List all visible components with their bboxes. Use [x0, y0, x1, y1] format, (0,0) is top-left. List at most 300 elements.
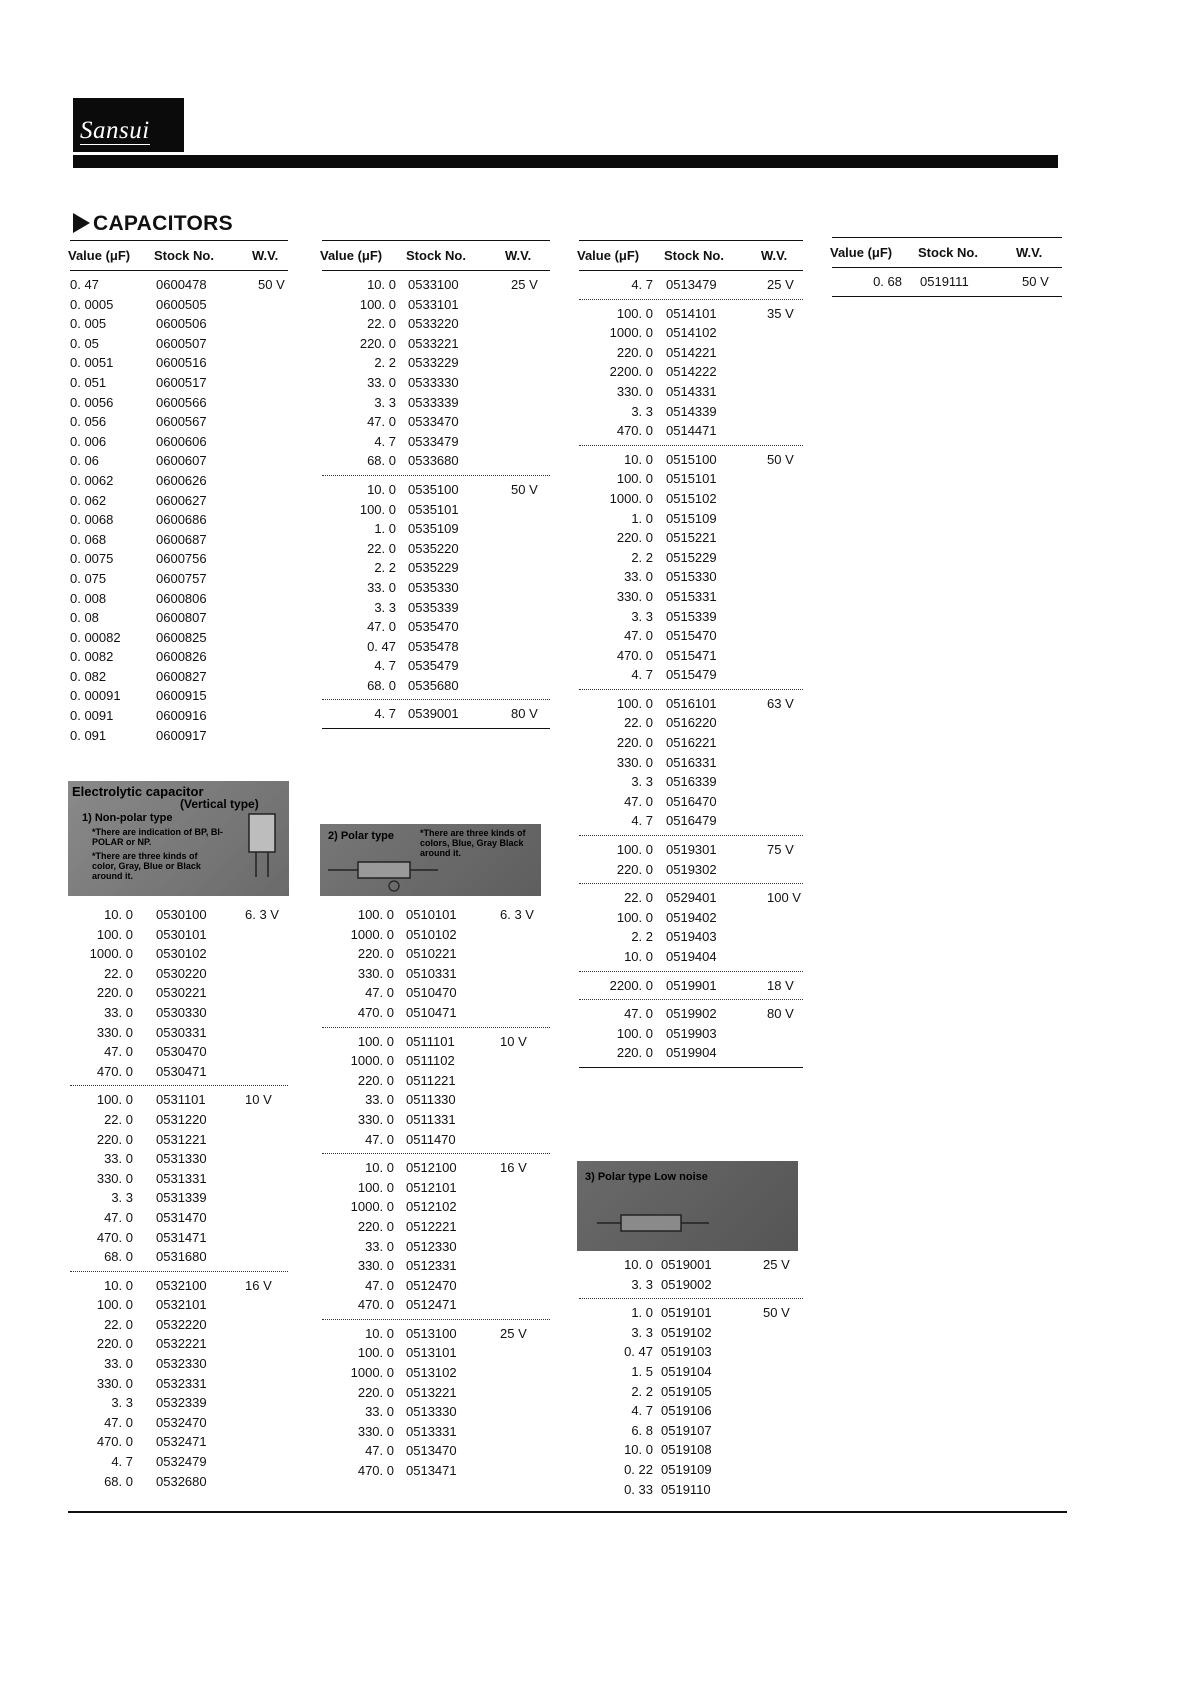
table-row: [579, 323, 803, 343]
table-row: [322, 1237, 550, 1257]
value-cell: 47. 0: [104, 1414, 133, 1430]
voltage-group: [579, 884, 803, 971]
value-cell: 1. 0: [374, 521, 396, 537]
table-column-3: [579, 240, 803, 1068]
table-row: [70, 589, 288, 609]
stock-cell: 0514101: [666, 305, 717, 321]
header-stock: Stock No.: [154, 248, 214, 263]
table-row: [579, 753, 803, 773]
value-cell: 100. 0: [616, 471, 653, 487]
table-row: [322, 1051, 550, 1071]
stock-cell: 0516101: [666, 695, 717, 711]
table-row: [322, 1402, 550, 1422]
panel-subheading: (Vertical type): [180, 797, 259, 811]
value-cell: 0. 091: [70, 727, 107, 743]
table-row: [579, 343, 803, 363]
value-cell: 220. 0: [357, 1218, 394, 1234]
stock-cell: 0511221: [406, 1072, 456, 1088]
value-cell: 3. 3: [111, 1190, 133, 1206]
table-row: [322, 964, 550, 984]
table-row: [322, 295, 550, 315]
stock-cell: 0532470: [156, 1414, 207, 1430]
stock-cell: 0519104: [661, 1363, 712, 1379]
table-row: [70, 1315, 288, 1335]
stock-cell: 0530220: [156, 965, 207, 981]
stock-cell: 0515330: [666, 569, 717, 585]
table-row: [322, 451, 550, 471]
table-row: [579, 469, 803, 489]
stock-cell: 0512100: [406, 1160, 457, 1176]
value-cell: 0. 0005: [70, 296, 114, 312]
table-row: [322, 334, 550, 354]
value-cell: 1000. 0: [609, 490, 653, 506]
panel-note: *There are three kinds of color, Gray, Blue or Black around it.: [92, 851, 201, 881]
table-row: [579, 304, 803, 324]
stock-cell: 0519903: [666, 1025, 717, 1041]
value-cell: 3. 3: [374, 394, 396, 410]
table-row: [70, 353, 288, 373]
table-row: [70, 1472, 288, 1492]
table-row: [579, 713, 803, 733]
header-value: Value (μF): [830, 245, 893, 260]
table-row: [70, 1452, 288, 1472]
voltage-group: [322, 700, 550, 729]
table-row: [322, 1158, 550, 1178]
value-cell: 1. 0: [631, 1305, 653, 1321]
value-cell: 47. 0: [624, 793, 653, 809]
table-row: [322, 676, 550, 696]
value-cell: 220. 0: [357, 1072, 394, 1088]
table-row: [70, 647, 288, 667]
stock-cell: 0530330: [156, 1004, 207, 1020]
value-cell: 1. 5: [631, 1363, 653, 1379]
stock-cell: 0532100: [156, 1277, 207, 1293]
stock-cell: 0510101: [406, 907, 457, 922]
value-cell: 3. 3: [631, 774, 653, 790]
stock-cell: 0600566: [156, 394, 207, 410]
table-row: [579, 976, 803, 996]
stock-cell: 0600567: [156, 414, 207, 430]
stock-cell: 0510471: [406, 1004, 457, 1020]
table-row: [322, 393, 550, 413]
value-cell: 470. 0: [357, 1463, 394, 1479]
voltage-group: [579, 690, 803, 836]
table-row: [579, 811, 803, 831]
table-row: [322, 500, 550, 520]
wv-cell: 50 V: [258, 277, 285, 292]
stock-cell: 0532330: [156, 1356, 207, 1372]
value-cell: 330. 0: [96, 1024, 133, 1040]
header-wv: W.V.: [505, 248, 532, 263]
table-row: [579, 1342, 803, 1362]
stock-cell: 0519301: [666, 842, 717, 858]
value-cell: 4. 7: [374, 433, 396, 449]
stock-cell: 0514102: [666, 325, 717, 341]
voltage-group: [70, 1272, 288, 1496]
value-cell: 10. 0: [367, 481, 396, 497]
stock-cell: 0516331: [666, 754, 717, 770]
table-row: [70, 983, 288, 1003]
stock-cell: 0600917: [156, 727, 207, 743]
table-row: [579, 1421, 803, 1441]
stock-cell: 0600626: [156, 472, 207, 488]
header-value: Value (μF): [320, 248, 383, 263]
value-cell: 330. 0: [616, 588, 653, 604]
triangle-icon: [73, 213, 90, 233]
value-cell: 1000. 0: [350, 1199, 394, 1215]
wv-cell: 50 V: [1022, 274, 1049, 289]
table-row: [322, 1003, 550, 1023]
stock-cell: 0600806: [156, 590, 207, 606]
value-cell: 22. 0: [367, 316, 396, 332]
value-cell: 47. 0: [365, 1131, 394, 1147]
value-cell: 4. 7: [631, 813, 653, 829]
stock-cell: 0531331: [156, 1170, 207, 1186]
value-cell: 1000. 0: [350, 1053, 394, 1069]
stock-cell: 0515470: [666, 628, 717, 644]
value-cell: 470. 0: [96, 1229, 133, 1245]
value-cell: 3. 3: [631, 608, 653, 624]
table-row: [322, 412, 550, 432]
table-row: [322, 1071, 550, 1091]
table-row: [579, 607, 803, 627]
table-row: [579, 626, 803, 646]
stock-cell: 0535101: [408, 501, 459, 517]
stock-cell: 0533479: [408, 433, 459, 449]
table-row: [322, 432, 550, 452]
table-row: [70, 1432, 288, 1452]
wv-cell: 50 V: [511, 481, 538, 497]
wv-cell: 25 V: [511, 277, 538, 292]
wv-cell: 16 V: [245, 1277, 272, 1293]
table-row: [70, 628, 288, 648]
stock-cell: 0519402: [666, 909, 717, 925]
panel-heading: 2) Polar type: [328, 830, 395, 842]
table-row: [322, 944, 550, 964]
stock-cell: 0514331: [666, 383, 717, 399]
value-cell: 100. 0: [96, 1297, 133, 1313]
stock-cell: 0529401: [666, 890, 717, 906]
stock-cell: 0513101: [406, 1345, 457, 1361]
stock-cell: 0532680: [156, 1473, 207, 1489]
value-cell: 4. 7: [631, 1403, 653, 1419]
table-row: [70, 1110, 288, 1130]
stock-cell: 0600516: [156, 355, 207, 371]
voltage-group: [579, 836, 803, 884]
voltage-group: [322, 476, 550, 701]
wv-cell: 100 V: [767, 890, 801, 906]
table-row: [70, 1276, 288, 1296]
table-row: [70, 1090, 288, 1110]
table-row: [70, 1169, 288, 1189]
value-cell: 220. 0: [357, 1384, 394, 1400]
stock-cell: 0516220: [666, 715, 717, 731]
table-row: [579, 772, 803, 792]
table-row: [579, 275, 803, 295]
stock-cell: 0530331: [156, 1024, 207, 1040]
wv-cell: 10 V: [245, 1092, 272, 1108]
value-cell: 33. 0: [365, 1238, 394, 1254]
low-noise-panel: [577, 1161, 798, 1251]
stock-cell: 0535220: [408, 540, 459, 556]
table-row: [70, 510, 288, 530]
table-row: [322, 905, 550, 925]
stock-cell: 0519001: [661, 1257, 712, 1272]
value-cell: 0. 06: [70, 453, 99, 469]
stock-cell: 0511101: [406, 1033, 455, 1049]
value-cell: 47. 0: [104, 1044, 133, 1060]
table-row: [579, 694, 803, 714]
table-row: [322, 617, 550, 637]
table-row: [579, 1401, 803, 1421]
value-cell: 47. 0: [365, 1277, 394, 1293]
panel-heading: Electrolytic capacitor: [72, 784, 204, 799]
value-cell: 4. 7: [631, 277, 653, 292]
voltage-group: [832, 268, 1062, 297]
table-row: [579, 665, 803, 685]
table-row: [579, 840, 803, 860]
panel-note: *There are three kinds of colors, Blue, Gray Black around it.: [420, 828, 526, 858]
table-header: [70, 240, 288, 271]
page-title: [73, 212, 233, 236]
table-row: [322, 637, 550, 657]
stock-cell: 0513102: [406, 1365, 457, 1381]
value-cell: 1000. 0: [89, 946, 133, 962]
value-cell: 0. 22: [624, 1461, 653, 1477]
stock-cell: 0531470: [156, 1209, 207, 1225]
stock-cell: 0600606: [156, 433, 207, 449]
value-cell: 220. 0: [616, 861, 653, 877]
table-row: [322, 1090, 550, 1110]
value-cell: 0. 008: [70, 590, 107, 606]
stock-cell: 0519110: [661, 1481, 711, 1497]
table-row: [322, 1130, 550, 1150]
value-cell: 100. 0: [359, 501, 396, 517]
value-cell: 0. 068: [70, 531, 107, 547]
value-cell: 330. 0: [357, 1258, 394, 1274]
table-row: [322, 1295, 550, 1315]
stock-cell: 0519107: [661, 1422, 712, 1438]
value-cell: 330. 0: [357, 1111, 394, 1127]
stock-cell: 0535680: [408, 677, 459, 693]
table-row: [579, 382, 803, 402]
table-row: [70, 393, 288, 413]
stock-cell: 0515109: [666, 510, 717, 526]
stock-cell: 0514339: [666, 403, 717, 419]
table-row: [322, 558, 550, 578]
table-column-5: [70, 901, 288, 1495]
table-row: [70, 1003, 288, 1023]
table-row: [322, 1343, 550, 1363]
table-row: [322, 539, 550, 559]
value-cell: 330. 0: [616, 754, 653, 770]
capacitor-icon: [328, 854, 448, 894]
table-row: [322, 519, 550, 539]
value-cell: 22. 0: [104, 1316, 133, 1332]
value-cell: 2. 2: [631, 1383, 653, 1399]
voltage-group: [322, 1154, 550, 1320]
table-row: [322, 1032, 550, 1052]
stock-cell: 0535100: [408, 481, 459, 497]
table-row: [579, 1255, 803, 1275]
table-row: [579, 1362, 803, 1382]
table-row: [579, 1275, 803, 1295]
value-cell: 4. 7: [631, 667, 653, 683]
stock-cell: 0530221: [156, 985, 207, 1001]
stock-cell: 0515102: [666, 490, 717, 506]
value-cell: 68. 0: [367, 453, 396, 469]
stock-cell: 0513470: [406, 1443, 457, 1459]
table-row: [322, 656, 550, 676]
value-cell: 330. 0: [616, 383, 653, 399]
value-cell: 330. 0: [96, 1170, 133, 1186]
table-row: [322, 983, 550, 1003]
table-row: [579, 927, 803, 947]
table-row: [579, 1004, 803, 1024]
value-cell: 10. 0: [367, 277, 396, 292]
table-row: [70, 1374, 288, 1394]
sansui-logo: [73, 98, 184, 152]
value-cell: 10. 0: [365, 1160, 394, 1176]
table-row: [322, 480, 550, 500]
value-cell: 470. 0: [357, 1297, 394, 1313]
stock-cell: 0533470: [408, 414, 459, 430]
table-row: [579, 792, 803, 812]
stock-cell: 0516339: [666, 774, 717, 790]
stock-cell: 0533330: [408, 374, 459, 390]
table-row: [579, 587, 803, 607]
wv-cell: 18 V: [767, 977, 794, 993]
value-cell: 100. 0: [357, 907, 394, 922]
value-cell: 100. 0: [616, 1025, 653, 1041]
stock-cell: 0600507: [156, 335, 207, 351]
stock-cell: 0531339: [156, 1190, 207, 1206]
table-row: [579, 362, 803, 382]
stock-cell: 0511102: [406, 1053, 455, 1069]
table-row: [322, 1383, 550, 1403]
stock-cell: 0535339: [408, 599, 459, 615]
table-row: [579, 1043, 803, 1063]
stock-cell: 0531330: [156, 1151, 207, 1167]
value-cell: 470. 0: [357, 1004, 394, 1020]
table-row: [70, 334, 288, 354]
table-row: [70, 275, 288, 295]
stock-cell: 0519106: [661, 1403, 712, 1419]
table-row: [322, 704, 550, 724]
stock-cell: 0513221: [406, 1384, 457, 1400]
header-wv: W.V.: [252, 248, 279, 263]
table-header: [579, 240, 803, 271]
value-cell: 220. 0: [616, 530, 653, 546]
wv-cell: 35 V: [767, 305, 794, 321]
table-row: [70, 964, 288, 984]
stock-cell: 0530101: [156, 926, 207, 942]
table-row: [322, 1441, 550, 1461]
stock-cell: 0512101: [406, 1179, 457, 1195]
table-row: [70, 1413, 288, 1433]
value-cell: 330. 0: [357, 965, 394, 981]
stock-cell: 0600687: [156, 531, 207, 547]
voltage-group: [579, 1251, 803, 1299]
stock-cell: 0600825: [156, 629, 207, 645]
stock-cell: 0533220: [408, 316, 459, 332]
stock-cell: 0513479: [666, 277, 717, 292]
value-cell: 100. 0: [616, 695, 653, 711]
value-cell: 0. 0075: [70, 551, 114, 567]
value-cell: 470. 0: [616, 423, 653, 439]
stock-cell: 0513100: [406, 1325, 457, 1341]
stock-cell: 0519904: [666, 1045, 717, 1061]
value-cell: 220. 0: [96, 1131, 133, 1147]
stock-cell: 0531680: [156, 1249, 207, 1265]
table-row: [70, 471, 288, 491]
value-cell: 47. 0: [367, 414, 396, 430]
value-cell: 68. 0: [367, 677, 396, 693]
table-row: [579, 908, 803, 928]
wv-cell: 6. 3 V: [500, 907, 534, 922]
table-row: [322, 1422, 550, 1442]
stock-cell: 0530100: [156, 907, 207, 922]
table-row: [832, 272, 1062, 292]
stock-cell: 0532471: [156, 1434, 207, 1450]
stock-cell: 0531101: [156, 1092, 206, 1108]
header-value: Value (μF): [577, 248, 640, 263]
stock-cell: 0600757: [156, 570, 207, 586]
table-row: [70, 608, 288, 628]
value-cell: 0. 05: [70, 335, 99, 351]
wv-cell: 25 V: [767, 277, 794, 292]
stock-cell: 0533101: [408, 296, 459, 312]
table-row: [322, 1217, 550, 1237]
table-row: [579, 733, 803, 753]
table-row: [70, 706, 288, 726]
stock-cell: 0515471: [666, 647, 717, 663]
table-row: [70, 491, 288, 511]
value-cell: 100. 0: [357, 1179, 394, 1195]
stock-cell: 0530471: [156, 1063, 207, 1079]
value-cell: 0. 0082: [70, 649, 114, 665]
table-row: [70, 314, 288, 334]
stock-cell: 0600478: [156, 277, 207, 292]
stock-cell: 0535479: [408, 658, 459, 674]
table-row: [322, 1461, 550, 1481]
table-row: [70, 451, 288, 471]
table-row: [70, 1062, 288, 1082]
stock-cell: 0519403: [666, 929, 717, 945]
table-row: [322, 275, 550, 295]
table-row: [322, 1256, 550, 1276]
stock-cell: 0600915: [156, 688, 207, 704]
table-row: [579, 1303, 803, 1323]
title-text: CAPACITORS: [93, 212, 233, 235]
stock-cell: 0510470: [406, 985, 457, 1001]
value-cell: 4. 7: [374, 706, 396, 722]
table-row: [70, 1334, 288, 1354]
value-cell: 33. 0: [365, 1092, 394, 1108]
value-cell: 470. 0: [96, 1063, 133, 1079]
table-row: [70, 569, 288, 589]
voltage-group: [579, 1299, 803, 1503]
stock-cell: 0600807: [156, 610, 207, 626]
table-row: [579, 1323, 803, 1343]
stock-cell: 0535330: [408, 579, 459, 595]
table-row: [70, 549, 288, 569]
value-cell: 10. 0: [624, 949, 653, 964]
value-cell: 1000. 0: [609, 325, 653, 341]
stock-cell: 0539001: [408, 706, 459, 722]
header-value: Value (μF): [68, 248, 131, 263]
value-cell: 47. 0: [104, 1209, 133, 1225]
